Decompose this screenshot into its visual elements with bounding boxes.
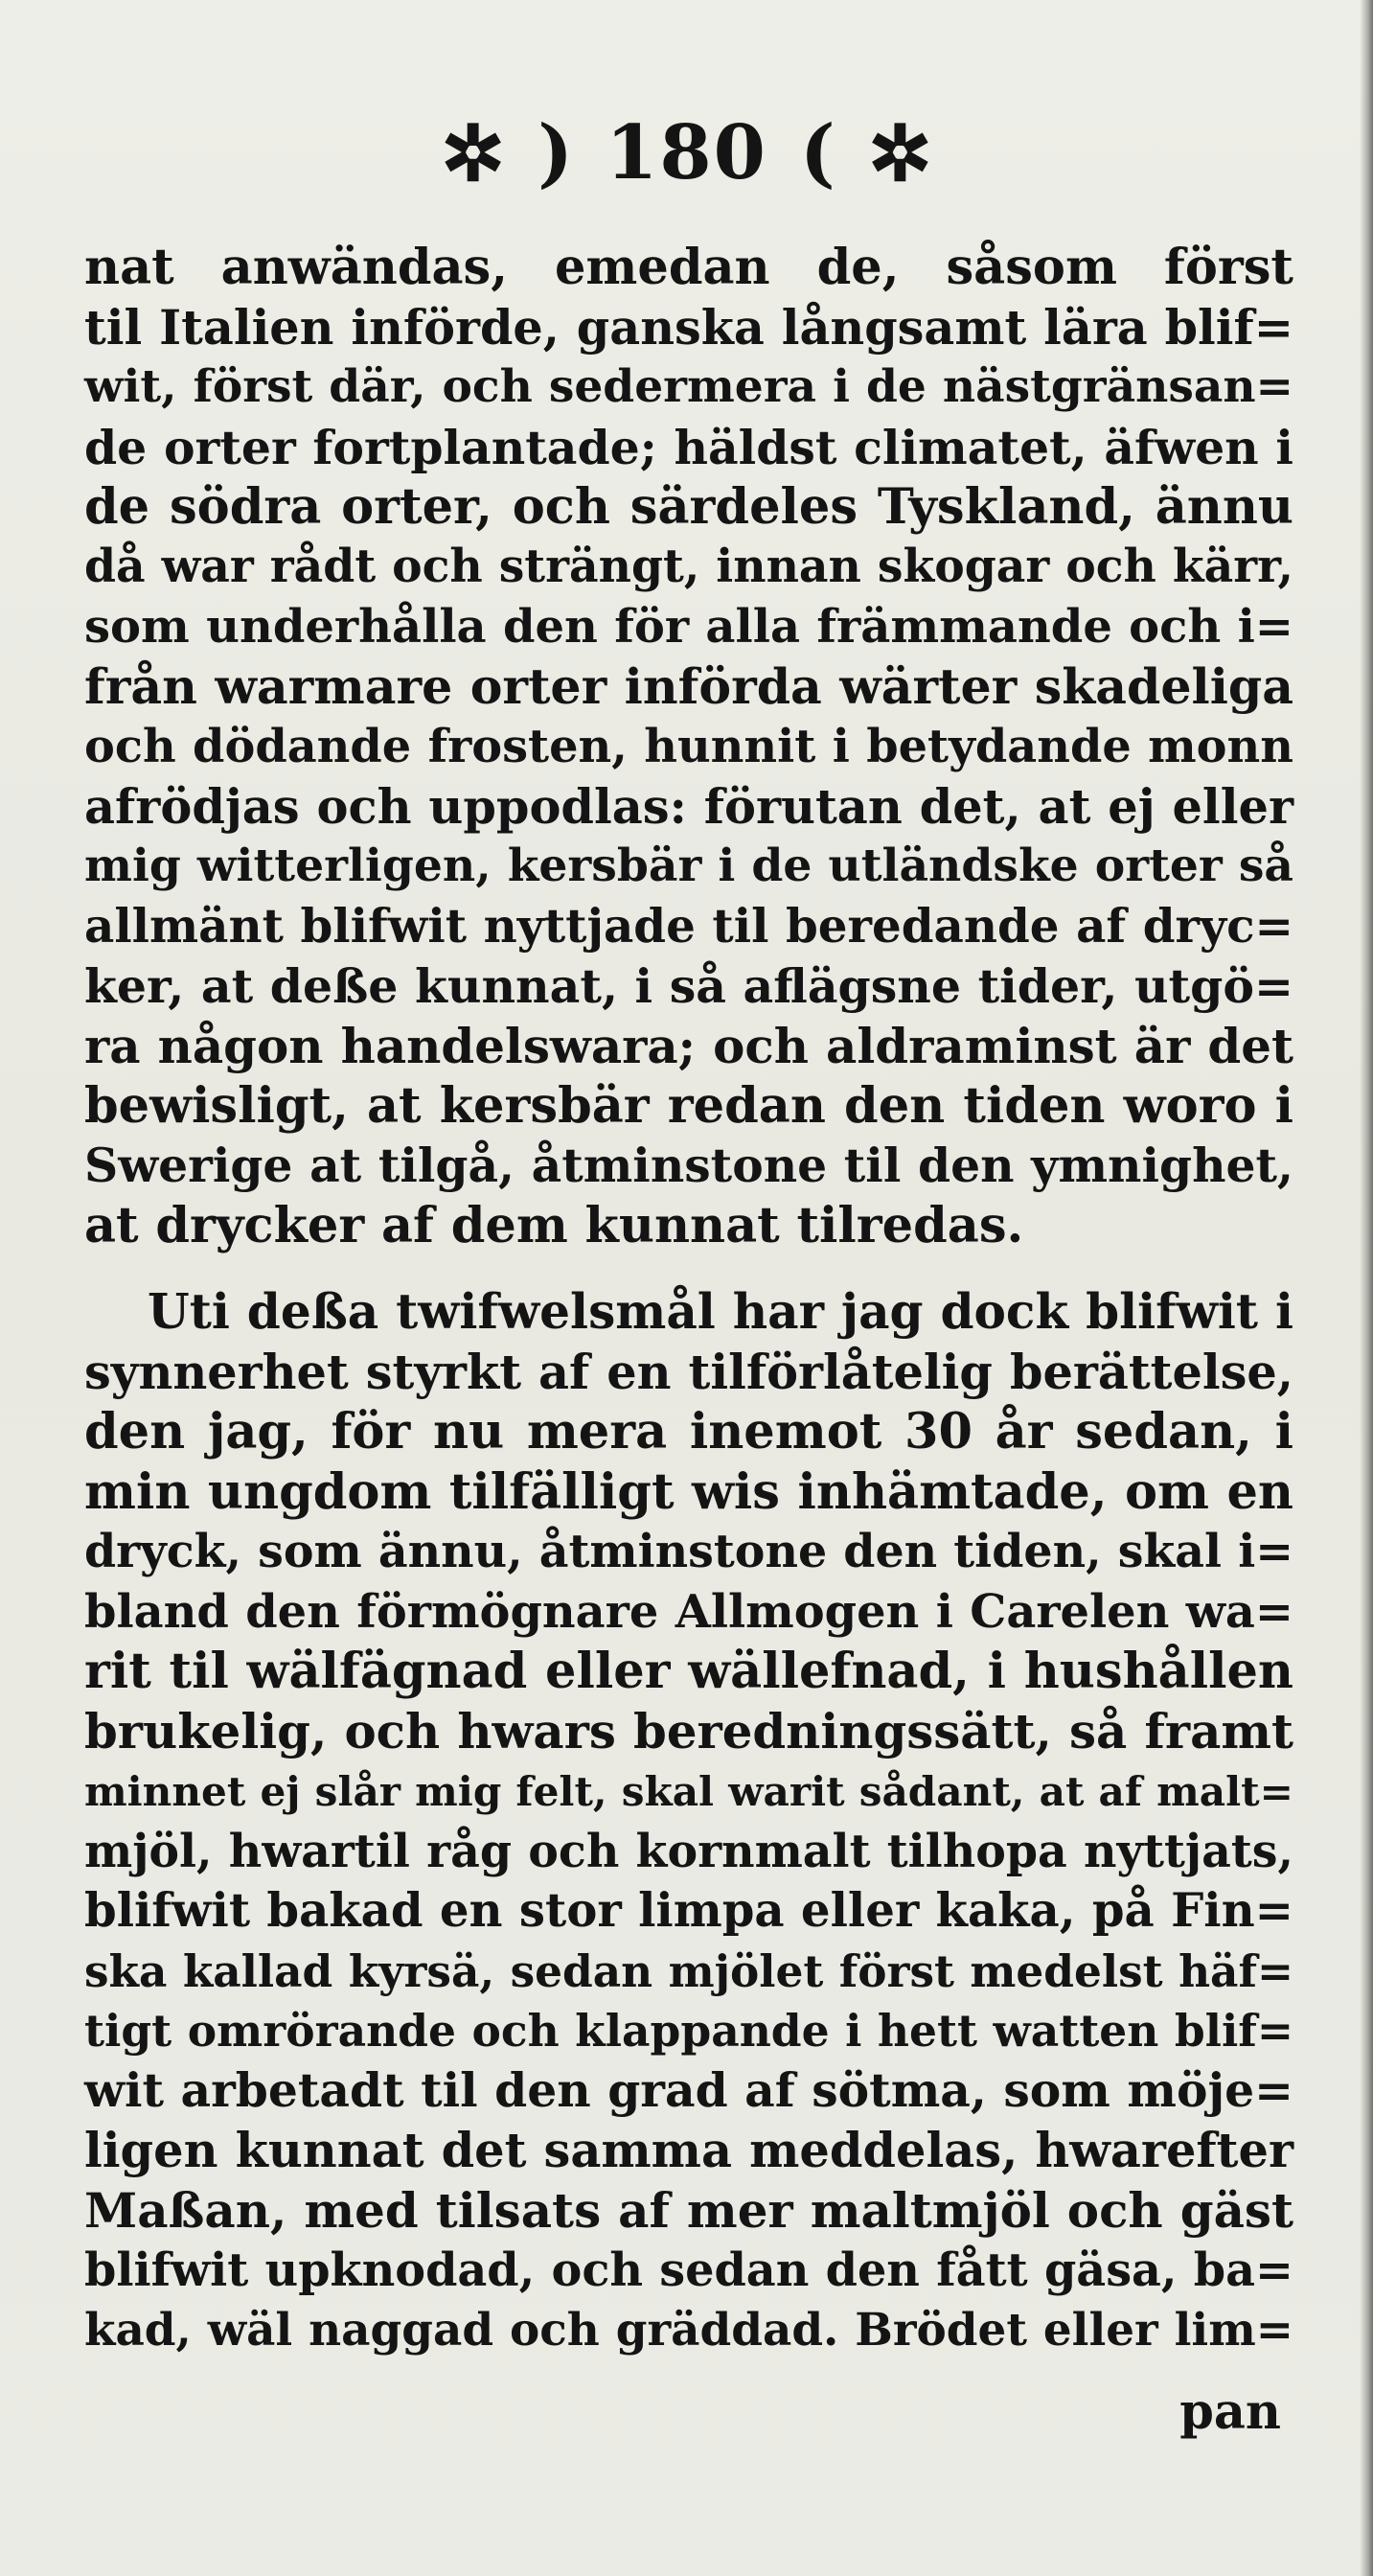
text-line: bland den förmögnare Allmogen i Carelen wa=	[84, 1584, 1293, 1639]
text-line: mig witterligen, kersbär i de utländske orter så	[84, 840, 1293, 892]
paragraph-1	[84, 238, 1293, 1256]
text-line: dryck, som ännu, åtminstone den tiden, skal i=	[84, 1525, 1293, 1578]
text-line: minnet ej slår mig felt, skal warit sådant, at af malt=	[84, 1767, 1293, 1815]
text-line: den jag, för nu mera inemot 30 år sedan, i	[84, 1403, 1293, 1460]
paragraph-2	[84, 1282, 1293, 2360]
text-line: tigt omrörande och klappande i hett watten blif=	[84, 2005, 1293, 2057]
text-line: Maßan, med tilsats af mer maltmjöl och gäst	[84, 2181, 1293, 2239]
page-number: 180	[606, 109, 767, 196]
page-edge-shadow	[1360, 0, 1373, 2576]
text-line: Uti deßa twifwelsmål har jag dock blifwit i	[148, 1283, 1293, 1340]
text-line: afrödjas och uppodlas: förutan det, at ej eller	[84, 778, 1293, 835]
text-line: til Italien införde, ganska långsamt lära blif=	[84, 299, 1293, 356]
text-line: min ungdom tilfälligt wis inhämtade, om en	[84, 1462, 1293, 1521]
text-line: som underhålla den för alla främmande och i=	[84, 600, 1293, 654]
text-line: ker, at deße kunnat, i så aflägsne tider, utgö=	[84, 958, 1293, 1014]
text-line: rit til wälfägnad eller wällefnad, i hushållen	[84, 1643, 1293, 1700]
text-line: och dödande frosten, hunnit i betydande monn	[84, 720, 1293, 773]
text-line: at drycker af dem kunnat tilredas.	[84, 1197, 1024, 1254]
text-line: nat anwändas, emedan de, såsom först	[84, 239, 1293, 296]
page-header	[0, 101, 1373, 206]
text-line: Swerige at tilgå, åtminstone til den ymnighet,	[84, 1138, 1293, 1193]
catchword: pan	[1179, 2383, 1281, 2441]
header-paren-left: )	[538, 109, 574, 196]
star-ornament-left: ✲	[441, 108, 506, 198]
text-line: kad, wäl naggad och gräddad. Brödet eller lim=	[84, 2303, 1293, 2357]
text-line: ligen kunnat det samma meddelas, hwarefter	[84, 2123, 1293, 2178]
text-line: mjöl, hwartil råg och kornmalt tilhopa nyttjats,	[84, 1824, 1293, 1878]
header-paren-right: (	[799, 109, 835, 196]
text-line: allmänt blifwit nyttjade til beredande af dryc=	[84, 899, 1293, 954]
text-line: då war rådt och strängt, innan skogar och kärr,	[84, 540, 1293, 593]
text-line: från warmare orter införda wärter skadeliga	[84, 657, 1293, 715]
text-line: synnerhet styrkt af en tilförlåtelig berättelse,	[84, 1344, 1293, 1400]
star-ornament-right: ✲	[867, 108, 932, 198]
text-line: wit arbetadt til den grad af sötma, som möje=	[84, 2062, 1293, 2118]
text-line: wit, först där, och sedermera i de nästgränsan=	[84, 360, 1293, 413]
text-line: ra någon handelswara; och aldraminst är det	[84, 1017, 1293, 1074]
text-line: brukelig, och hwars beredningssätt, så framt	[84, 1702, 1293, 1760]
text-line: de södra orter, och särdeles Tyskland, ännu	[84, 478, 1293, 536]
text-line: bewisligt, at kersbär redan den tiden woro i	[84, 1077, 1293, 1135]
text-line: blifwit bakad en stor limpa eller kaka, på Fin=	[84, 1884, 1293, 1938]
text-line: blifwit upknodad, och sedan den fått gäsa, ba=	[84, 2243, 1293, 2297]
text-line: de orter fortplantade; häldst climatet, äfwen i	[84, 419, 1293, 475]
text-line: ska kallad kyrsä, sedan mjölet först medelst häf=	[84, 1944, 1293, 1997]
